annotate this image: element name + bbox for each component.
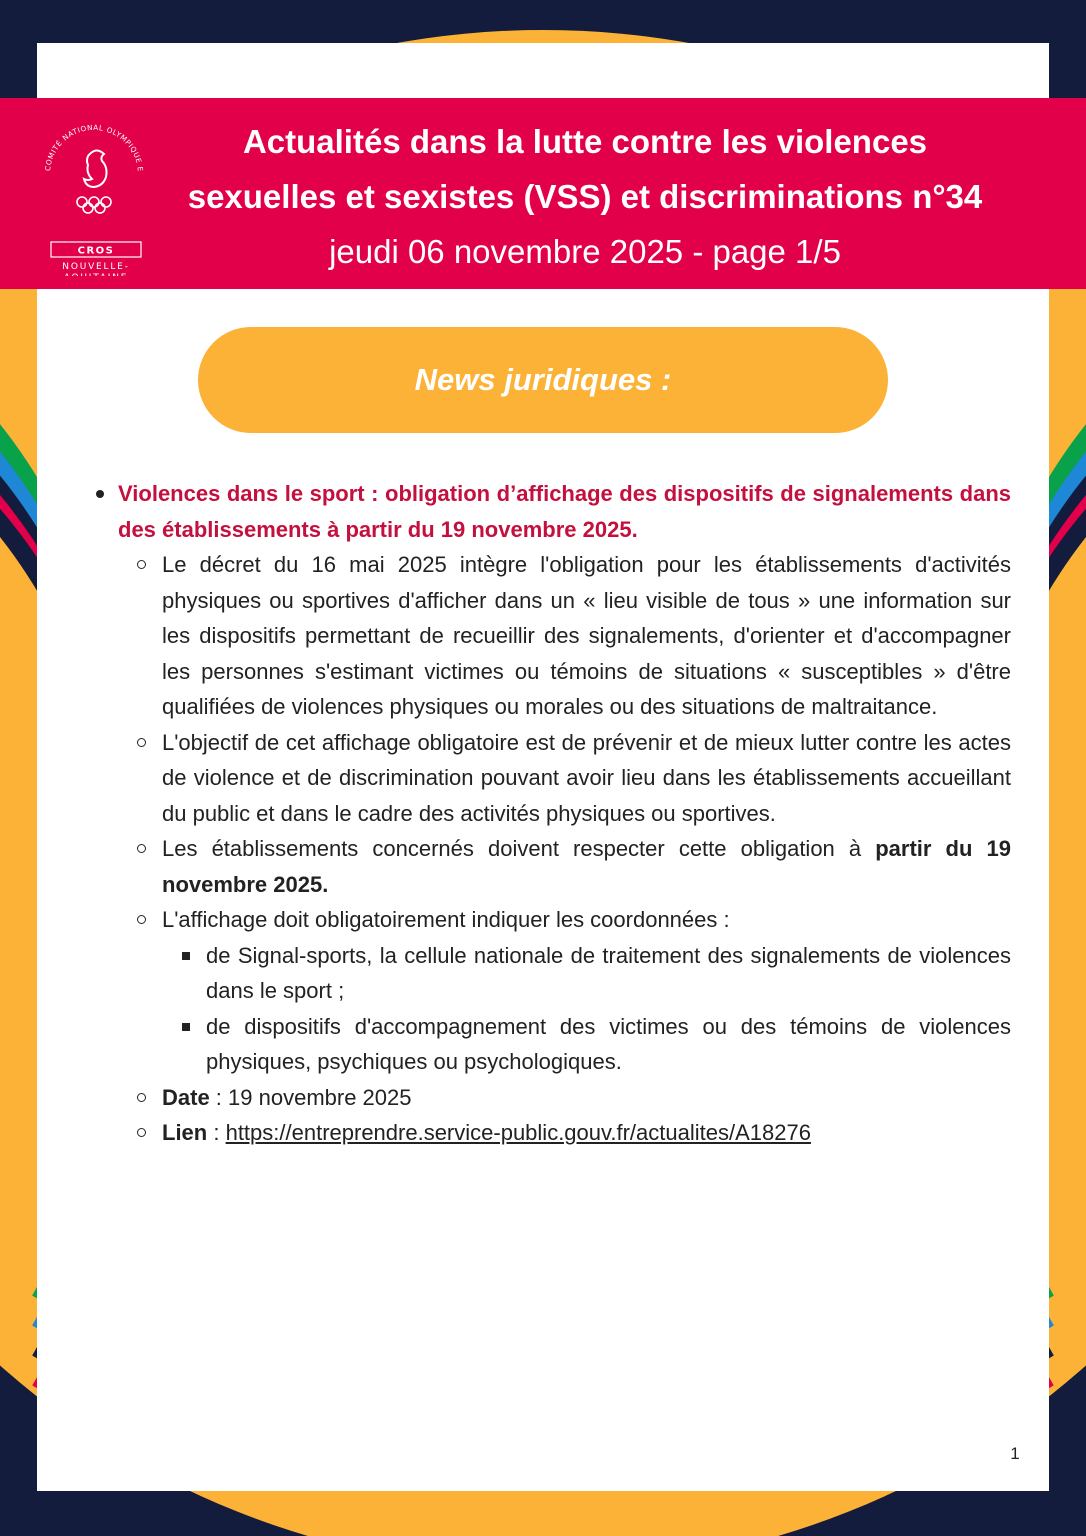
date-page-line: jeudi 06 novembre 2025 - page 1/5 <box>329 233 841 270</box>
sub-list-item <box>206 938 1011 1009</box>
list-item <box>162 547 1011 725</box>
disc-bullet-icon <box>96 490 104 498</box>
point-decree: Le décret du 16 mai 2025 intègre l'obligation pour les établissements d'activités physiques ou sportives d'afficher dans un « lieu visible de tous » une information sur les dispositifs permettant de recueillir des signalements, d'orienter et d'accompagner les personnes s'estimant victimes ou témoins de situations « susceptibles » d'être qualifiées de violences physiques ou morales ou des situations de maltraitance. <box>162 552 1011 719</box>
list-item <box>162 725 1011 832</box>
circle-bullet-icon <box>137 1128 146 1137</box>
sub-list-item <box>206 1009 1011 1080</box>
news-headline: Violences dans le sport : obligation d’affichage des dispositifs de signalements dans des établissements à partir du 19 novembre 2025. <box>118 481 1011 542</box>
page-number: 1 <box>1010 1444 1020 1463</box>
logo-ring-text: COMITÉ NATIONAL OLYMPIQUE E <box>43 122 145 173</box>
point-deadline-bold: partir du 19 novembre 2025. <box>162 836 1011 897</box>
list-item <box>162 831 1011 902</box>
square-bullet-icon <box>182 952 190 960</box>
point-objective: L'objectif de cet affichage obligatoire est de prévenir et de mieux lutter contre les actes de violence et de discrimination pouvant avoir lieu dans les établissements accueillant du public et dans le cadre des activités physiques ou sportives. <box>162 729 1011 826</box>
list-item <box>162 1080 1011 1116</box>
logo-region-line1: NOUVELLE- <box>62 262 130 272</box>
circle-bullet-icon <box>137 844 146 853</box>
title-line-1: Actualités dans la lutte contre les violences <box>242 123 928 160</box>
rooster-icon <box>84 150 107 187</box>
link-separator: : <box>207 1120 226 1145</box>
sub-support-services: de dispositifs d'accompagnement des victimes ou des témoins de violences physiques, psychiques ou psychologiques. <box>206 1013 1011 1074</box>
date-value: : 19 novembre 2025 <box>209 1084 412 1110</box>
newsletter-title <box>150 114 1020 224</box>
news-content <box>118 476 1011 1151</box>
source-link[interactable]: https://entreprendre.service-public.gouv.fr/actualites/A18276 <box>225 1120 811 1145</box>
svg-text:COMITÉ NATIONAL OLYMPIQUE ET S <box>38 116 145 172</box>
point-display-requirements: L'affichage doit obligatoirement indiquer les coordonnées : <box>162 907 730 932</box>
cros-logo <box>38 116 150 276</box>
header-banner <box>0 98 1086 289</box>
sub-signal-sports: de Signal-sports, la cellule nationale de traitement des signalements de violences dans le sport ; <box>206 942 1011 1003</box>
square-bullet-icon <box>182 1023 190 1031</box>
circle-bullet-icon <box>137 738 146 747</box>
rooster-rings-emblem <box>38 116 150 276</box>
logo-region-line2 <box>64 273 129 276</box>
banner-text <box>150 114 1020 280</box>
section-title-pill <box>198 327 888 433</box>
list-item <box>162 902 1011 938</box>
title-line-2: sexuelles et sexistes (VSS) et discriminations n°34 <box>187 178 983 215</box>
circle-bullet-icon <box>137 1093 146 1102</box>
logo-acronym: CROS <box>77 245 115 257</box>
circle-bullet-icon <box>137 560 146 569</box>
date-label: Date <box>162 1084 210 1110</box>
list-item <box>162 1115 1011 1151</box>
link-label: Lien <box>162 1120 208 1145</box>
point-deadline-text: Les établissements concernés doivent respecter cette obligation à <box>162 836 876 861</box>
news-headline-item <box>118 476 1011 547</box>
section-title: News juridiques : <box>414 362 672 397</box>
olympic-rings-icon <box>77 197 111 213</box>
circle-bullet-icon <box>137 915 146 924</box>
